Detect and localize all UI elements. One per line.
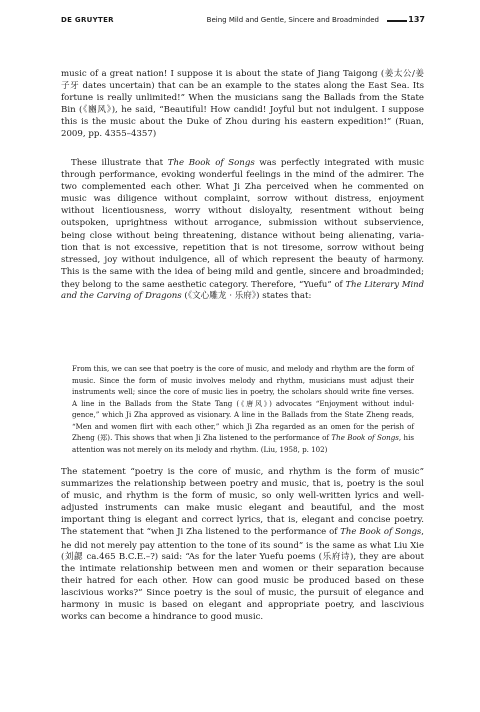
text-line: the intimate relationship between men and women or their separation because [61,563,424,574]
text-line: they belong to the same aesthetic category. Therefore, “Yuefu” of The Literary Mind [61,278,424,289]
text-line: summarizes the relationship between poetry and music, that is, poetry is the soul [61,479,424,490]
text-line: works can become a hindrance to good music. [61,612,264,623]
text-line: The statement “poetry is the core of music, and rhythm is the form of music” [61,467,424,477]
text-line: this is the music about the Duke of Zhou during his eastern expedition!” (Ruan, [61,117,424,128]
paragraph-3 [61,466,424,623]
quote-line: gence,” which Ji Zha approved as visionary. A line in the Ballads from the State Zheng reads, [72,410,414,419]
text-line: outspoken, uprightness without arrogance, submission without subservience, [61,218,424,229]
quote-line: From this, we can see that poetry is the core of music, and melody and rhythm are the form of [72,364,414,373]
quote-line: Zheng (郑). This shows that when Ji Zha listened to the performance of The Book of Songs, his [72,433,414,442]
text-line: adjusted instruments can make music elegant and beautiful, and the most [61,503,424,514]
text-line: their hatred for each other. How can good music be produced based on these [61,575,424,586]
running-title: Being Mild and Gentle, Sincere and Broadminded [206,16,379,24]
text-line: 子牙 dates uncertain) that can be an example to the states along the East Sea. Its [61,81,424,92]
text-line: The statement that “when Ji Zha listened to the performance of The Book of Songs, [61,527,424,538]
text-line: through performance, evoking wonderful feelings in the mind of the admirer. The [61,170,424,181]
text-line: Bin (《豳风》), he said, “Beautiful! How candid! Joyful but not indulgent. I suppose [61,105,424,116]
block-quote [72,363,414,455]
text-line: and the Carving of Dragons (《文心雕龙 · 乐府》) states that: [61,291,312,302]
text-line: tion that is not excessive, repetition that is not tiresome, sorrow without being [61,242,424,253]
paragraph-1 [61,68,424,141]
text-line: These illustrate that The Book of Songs was perfectly integrated with music [71,158,424,168]
page-number: 137 [408,15,425,24]
text-line: without licentiousness, worry without disloyalty, resentment without being [61,206,424,217]
text-line: stressed, joy without indulgence, all of which represent the beauty of harmony. [61,254,424,265]
text-line: 2009, pp. 4355–4357) [61,129,157,140]
publisher-name: DE GRUYTER [61,16,114,24]
text-line: lascivious works?” Since poetry is the soul of music, the pursuit of elegance and [61,587,424,598]
text-line: harmony in music is based on elegant and appropriate poetry, and lascivious [61,600,424,611]
text-line: important thing is elegant and correct lyrics, that is, elegant and concise poetry. [61,515,424,526]
text-line: of music, and rhythm is the form of music, so only well-written lyrics and well- [61,491,424,502]
quote-line: A line in the Ballads from the State Tang (《唐风》) advocates “Enjoyment without indul- [72,398,414,408]
quote-line: attention was not merely on its melody and rhythm. (Liu, 1958, p. 102) [72,444,328,454]
text-line: music of a great nation! I suppose it is about the state of Jiang Taigong (姜太公/姜 [61,69,424,79]
quote-line: “Men and women flirt with each other,” which Ji Zha regarded as an omen for the perish of [72,421,414,431]
running-header [61,16,425,30]
text-line: music was diligence without complaint, sorrow without distress, enjoyment [61,194,424,205]
paragraph-2 [61,157,424,302]
text-line: two complemented each other. What Ji Zha perceived when he commented on [61,182,424,193]
quote-line: instruments well; since the core of music lies in poetry, the scholars should write fine verses. [72,387,414,396]
header-rule [387,20,407,22]
text-line: he did not merely pay attention to the tone of its sound” is the same as what Liu Xie [61,539,424,550]
quote-line: music. Since the form of music involves melody and rhythm, musicians must adjust their [72,375,414,385]
text-line: being close without being threatening, distance without being alienating, varia- [61,230,424,241]
text-line: This is the same with the idea of being mild and gentle, sincere and broadminded; [61,266,424,277]
text-line: fortune is really unlimited!” When the musicians sang the Ballads from the State [61,93,424,104]
text-line: (刘勰 ca.465 B.C.E.–?) said: “As for the later Yuefu poems (乐府诗), they are about [61,551,424,562]
